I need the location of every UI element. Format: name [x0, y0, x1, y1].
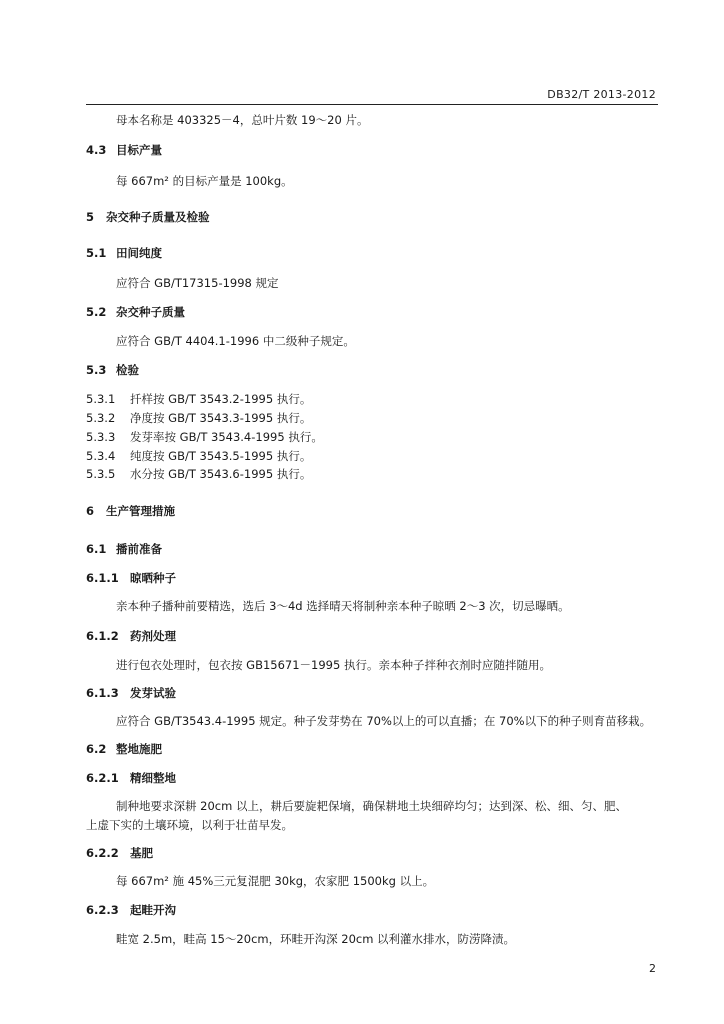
item-text: 发芽率按 GB/T 3543.4-1995 执行。	[130, 430, 323, 444]
item-text: 水分按 GB/T 3543.6-1995 执行。	[130, 467, 312, 481]
paragraph: 应符合 GB/T3543.4-1995 规定。种子发芽势在 70%以上的可以直播；在 70%以下的种子则育苗移栽。	[116, 714, 652, 728]
section-heading-6-2	[86, 741, 162, 757]
list-item	[86, 448, 311, 464]
section-number: 6.1	[86, 542, 107, 556]
section-number: 6	[86, 504, 95, 518]
section-number: 6.1.2	[86, 629, 119, 643]
section-number: 6.2	[86, 742, 107, 756]
item-number: 5.3.5	[86, 467, 116, 481]
section-title: 基肥	[130, 846, 153, 860]
section-title: 药剂处理	[130, 629, 176, 643]
page-number: 2	[649, 962, 656, 975]
section-title: 播前准备	[116, 542, 162, 556]
section-title: 杂交种子质量	[116, 305, 185, 319]
section-heading-6-1-2	[86, 628, 176, 644]
paragraph: 母本名称是 403325－4，总叶片数 19～20 片。	[116, 113, 369, 127]
paragraph: 畦宽 2.5m，畦高 15～20cm，环畦开沟深 20cm 以利灌水排水，防涝降渍。	[116, 932, 516, 946]
section-title: 起畦开沟	[130, 903, 176, 917]
section-title: 田间纯度	[116, 246, 162, 260]
list-item	[86, 466, 311, 482]
section-number: 5.2	[86, 305, 107, 319]
section-title: 精细整地	[130, 771, 176, 785]
section-number: 6.1.3	[86, 686, 119, 700]
paragraph: 应符合 GB/T 4404.1-1996 中二级种子规定。	[116, 334, 355, 348]
section-title: 整地施肥	[116, 742, 162, 756]
section-number: 4.3	[86, 143, 107, 157]
item-text: 纯度按 GB/T 3543.5-1995 执行。	[130, 449, 312, 463]
section-title: 检验	[116, 363, 139, 377]
paragraph: 应符合 GB/T17315-1998 规定	[116, 276, 279, 290]
section-heading-6-2-2	[86, 845, 153, 861]
section-title: 晾晒种子	[130, 571, 176, 585]
section-number: 6.2.2	[86, 846, 119, 860]
section-number: 5.1	[86, 246, 107, 260]
section-heading-6-2-1	[86, 770, 176, 786]
item-number: 5.3.2	[86, 411, 116, 425]
item-number: 5.3.4	[86, 449, 116, 463]
list-item	[86, 391, 311, 407]
section-heading-6	[86, 503, 175, 519]
section-number: 6.2.1	[86, 771, 119, 785]
document-code: DB32/T 2013-2012	[547, 88, 656, 101]
paragraph-line: 制种地要求深耕 20cm 以上，耕后要旋耙保墒，确保耕地土块细碎均匀；达到深、松、细、匀、肥、	[116, 799, 627, 813]
section-heading-6-2-3	[86, 902, 176, 918]
section-title: 目标产量	[116, 143, 162, 157]
section-heading-6-1	[86, 541, 162, 557]
section-heading-6-1-3	[86, 685, 176, 701]
list-item	[86, 429, 323, 445]
section-heading-5-2	[86, 304, 185, 320]
paragraph: 每 667m² 的目标产量是 100kg。	[116, 174, 293, 188]
paragraph: 亲本种子播种前要精选，选后 3～4d 选择晴天将制种亲本种子晾晒 2～3 次，切忌曝晒。	[116, 599, 570, 613]
section-heading-6-1-1	[86, 570, 176, 586]
section-number: 5	[86, 210, 95, 224]
paragraph: 进行包衣处理时，包衣按 GB15671－1995 执行。亲本种子拌种衣剂时应随拌随用。	[116, 658, 551, 672]
item-number: 5.3.1	[86, 392, 116, 406]
item-number: 5.3.3	[86, 430, 116, 444]
list-item	[86, 410, 311, 426]
paragraph-line: 上虚下实的土壤环境，以利于壮苗早发。	[86, 818, 293, 832]
section-number: 5.3	[86, 363, 107, 377]
section-title: 发芽试验	[130, 686, 176, 700]
paragraph: 每 667m² 施 45%三元复混肥 30kg，农家肥 1500kg 以上。	[116, 874, 435, 888]
section-number: 6.2.3	[86, 903, 119, 917]
section-heading-5-3	[86, 362, 139, 378]
section-heading-5-1	[86, 245, 162, 261]
section-heading-5	[86, 209, 210, 225]
section-title: 生产管理措施	[106, 504, 175, 518]
item-text: 扦样按 GB/T 3543.2-1995 执行。	[130, 392, 312, 406]
item-text: 净度按 GB/T 3543.3-1995 执行。	[130, 411, 312, 425]
section-heading-4-3	[86, 142, 162, 158]
section-number: 6.1.1	[86, 571, 119, 585]
section-title: 杂交种子质量及检验	[106, 210, 210, 224]
header-rule	[86, 104, 658, 105]
